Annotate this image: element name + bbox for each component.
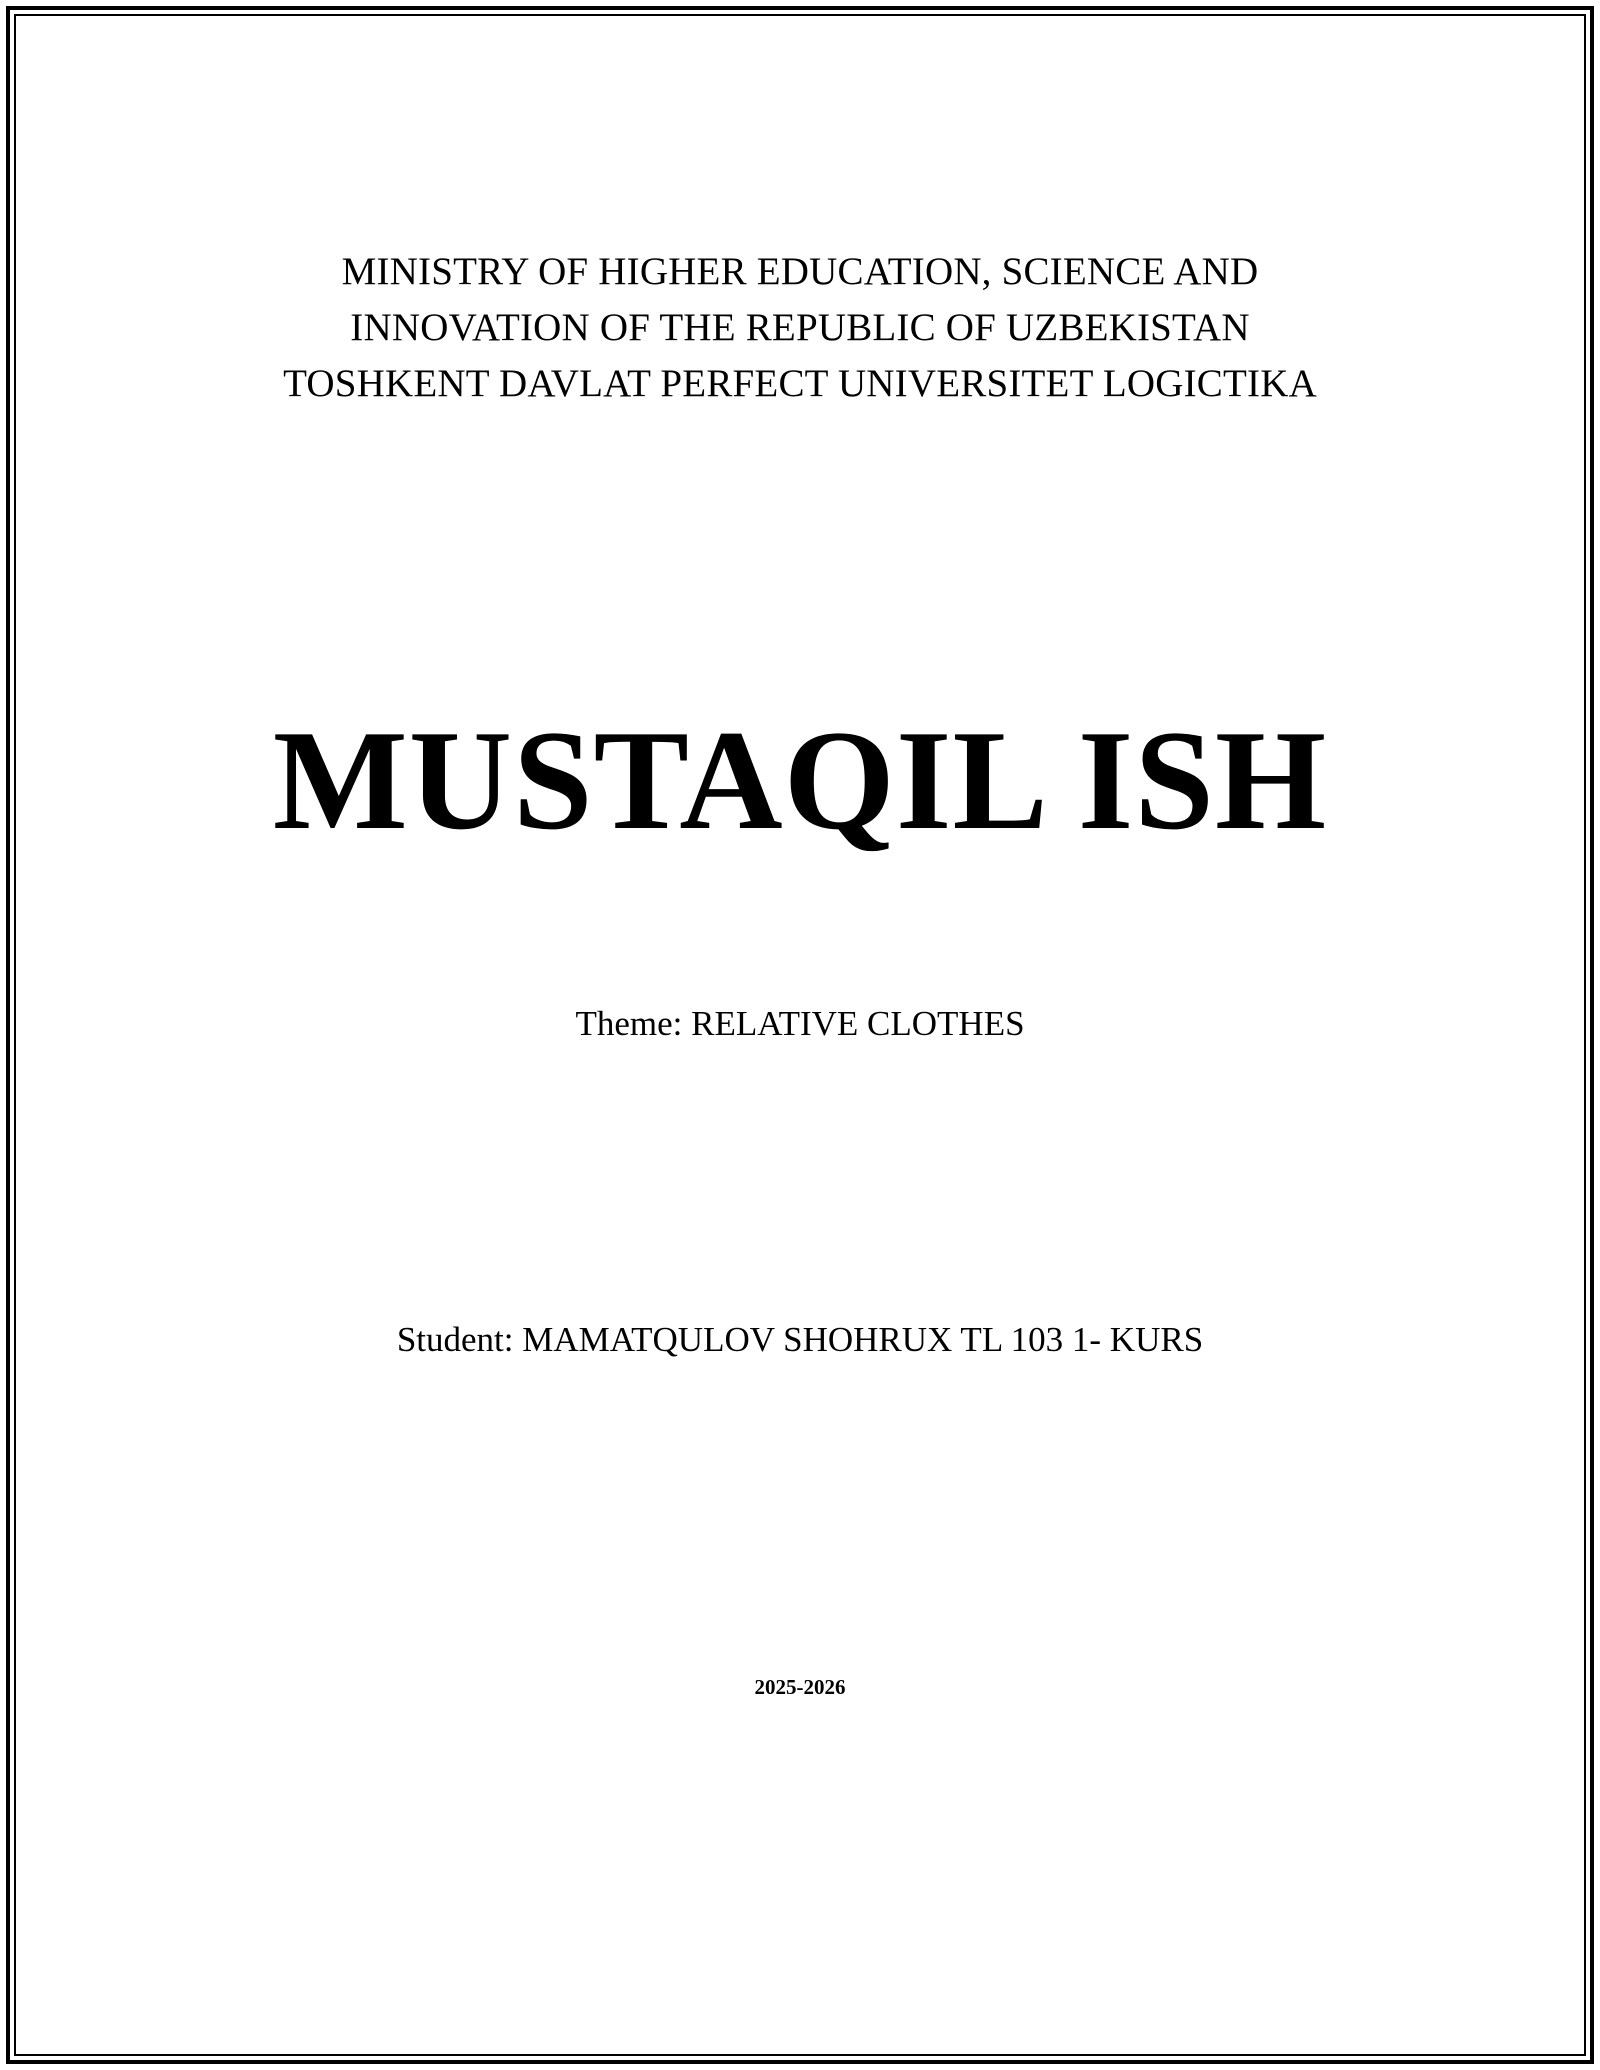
header-line-1: MINISTRY OF HIGHER EDUCATION, SCIENCE AND bbox=[341, 250, 1259, 293]
header-line-2: INNOVATION OF THE REPUBLIC OF UZBEKISTAN bbox=[350, 306, 1250, 349]
academic-year: 2025-2026 bbox=[754, 1675, 846, 1699]
institution-header bbox=[0, 244, 1600, 412]
document-title: MUSTAQIL ISH bbox=[272, 701, 1328, 859]
theme-line: Theme: RELATIVE CLOTHES bbox=[575, 1004, 1025, 1043]
student-line: Student: MAMATQULOV SHOHRUX TL 103 1- KURS bbox=[396, 1320, 1204, 1359]
header-line-3: TOSHKENT DAVLAT PERFECT UNIVERSITET LOGICTIKA bbox=[283, 362, 1317, 405]
